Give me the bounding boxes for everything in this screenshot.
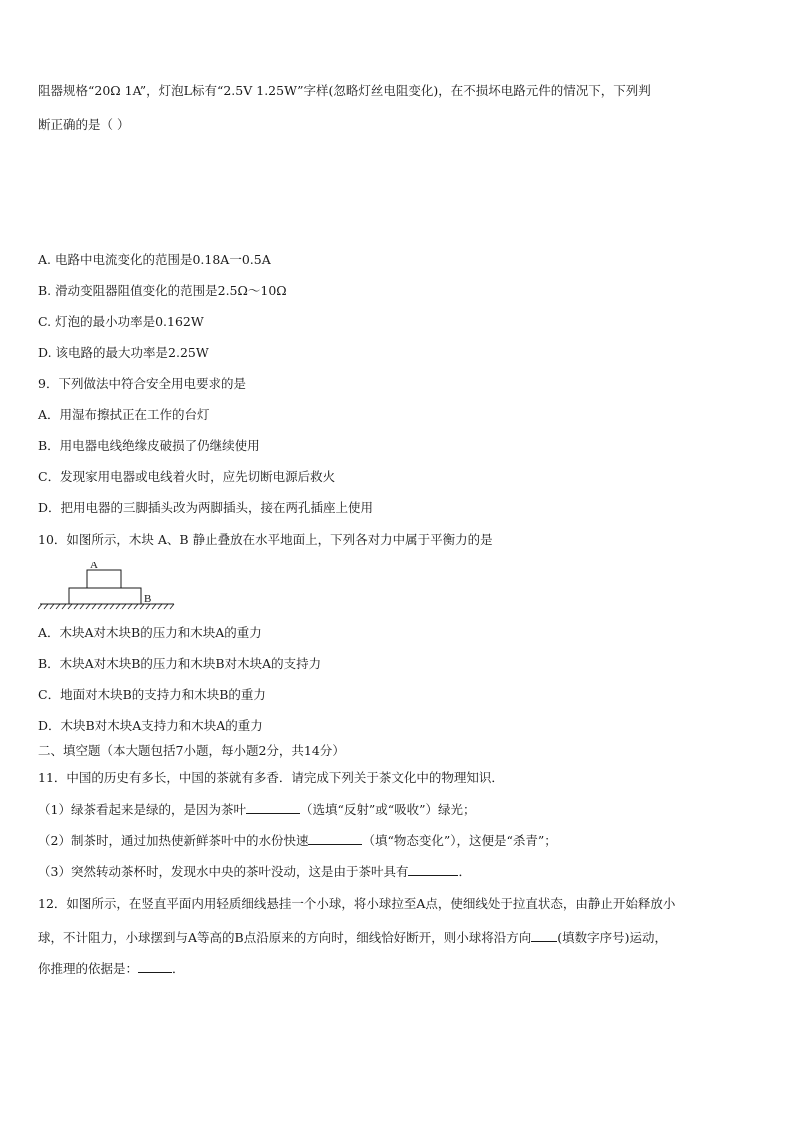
q11-p2-answer-blank[interactable] (308, 832, 362, 845)
q8-option-c: C. 灯泡的最小功率是0.162W (38, 314, 204, 329)
stacked-blocks-figure (38, 562, 178, 612)
q11-part-3 (38, 863, 471, 880)
q11-part-1 (38, 801, 476, 818)
q11-p3-answer-blank[interactable] (408, 863, 458, 876)
q8-stem-line2: 断正确的是（ ） (38, 117, 130, 132)
q11-p2-text-before: （2）制茶时，通过加热使新鲜茶叶中的水份快速 (38, 833, 309, 848)
q12-line2-text-before: 球，不计阻力，小球摆到与A等高的B点沿原来的方向时，细线恰好断开，则小球将沿方向 (38, 930, 532, 945)
q12-direction-answer-blank[interactable] (531, 929, 557, 942)
q10-option-c: C．地面对木块B的支持力和木块B的重力 (38, 687, 266, 702)
q8-option-d: D. 该电路的最大功率是2.25W (38, 345, 209, 360)
q11-p1-text-before: （1）绿茶看起来是绿的，是因为茶叶 (38, 802, 246, 817)
q10-stem: 10．如图所示，木块 A、B 静止叠放在水平地面上，下列各对力中属于平衡力的是 (38, 532, 493, 547)
ground-hatching (38, 604, 174, 609)
q8-option-a: A. 电路中电流变化的范围是0.18A一0.5A (38, 252, 271, 267)
q11-p1-answer-blank[interactable] (246, 801, 300, 814)
q12-line3-text-before: 你推理的依据是： (38, 961, 139, 976)
q10-option-a: A．木块A对木块B的压力和木块A的重力 (38, 625, 262, 640)
q11-stem: 11．中国的历史有多长，中国的茶就有多香．请完成下列关于茶文化中的物理知识． (38, 770, 504, 785)
q11-p1-text-after: （选填“反射”或“吸收”）绿光； (299, 802, 476, 817)
q9-stem: 9．下列做法中符合安全用电要求的是 (38, 376, 246, 391)
block-b-label: B (144, 593, 152, 605)
block-b (69, 588, 141, 604)
q12-stem-line2 (38, 929, 667, 946)
q10-option-b: B．木块A对木块B的压力和木块B对木块A的支持力 (38, 656, 322, 671)
q9-option-a: A．用湿布擦拭正在工作的台灯 (38, 407, 210, 422)
q12-stem-line1: 12．如图所示，在竖直平面内用轻质细线悬挂一个小球，将小球拉至A点，使细线处于拉直状态，由静止开始释放小 (38, 896, 676, 911)
block-a-label: A (90, 562, 98, 571)
q12-line2-text-after: (填数字序号)运动， (557, 930, 667, 945)
q11-p3-text-before: （3）突然转动茶杯时，发现水中央的茶叶没动，这是由于茶叶具有 (38, 864, 409, 879)
q9-option-c: C．发现家用电器或电线着火时，应先切断电源后救火 (38, 469, 336, 484)
section-2-title: 二、填空题（本大题包括7小题，每小题2分，共14分） (38, 743, 345, 758)
q12-stem-line3 (38, 960, 185, 977)
q9-option-b: B．用电器电线绝缘皮破损了仍继续使用 (38, 438, 260, 453)
q11-part-2 (38, 832, 557, 849)
q12-reason-answer-blank[interactable] (138, 960, 172, 973)
q8-option-b: B. 滑动变阻器阻值变化的范围是2.5Ω～10Ω (38, 283, 287, 298)
q11-p3-text-after: ． (458, 864, 471, 879)
block-a (87, 570, 121, 588)
q8-stem-line1: 阻器规格“20Ω 1A”，灯泡L标有“2.5V 1.25W”字样(忽略灯丝电阻变化)，在不损坏电路元件的情况下，下列判 (38, 83, 651, 98)
q10-option-d: D．木块B对木块A支持力和木块A的重力 (38, 718, 263, 733)
q9-option-d: D．把用电器的三脚插头改为两脚插头，接在两孔插座上使用 (38, 500, 374, 515)
q11-p2-text-after: （填“物态变化”），这便是“杀青”； (362, 833, 557, 848)
q12-line3-text-after: ． (172, 961, 185, 976)
